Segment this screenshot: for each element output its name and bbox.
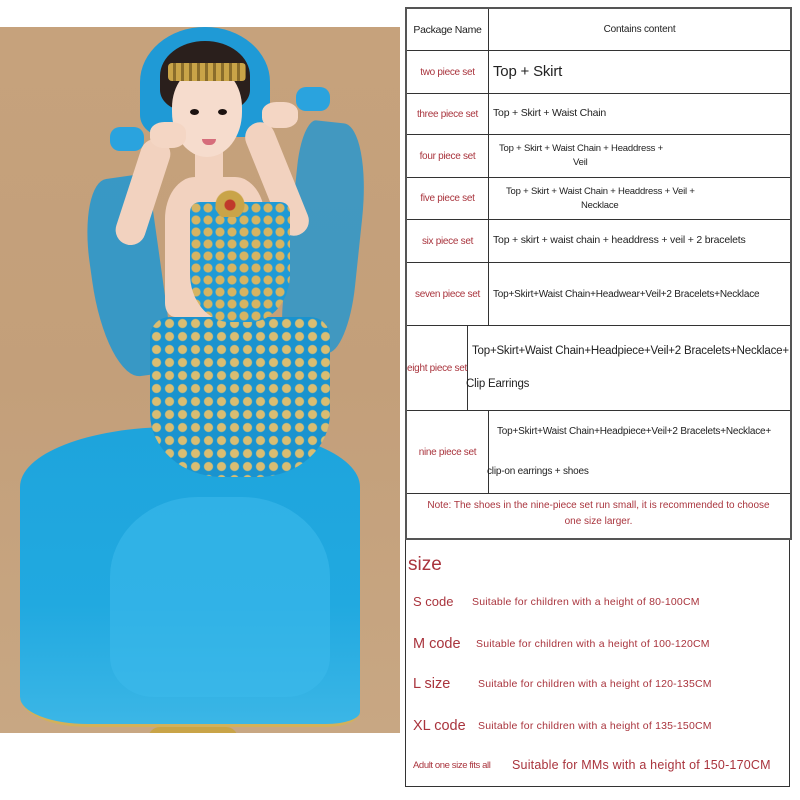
size-desc: Suitable for children with a height of 135-150CM xyxy=(478,720,712,732)
size-row-xl xyxy=(406,718,789,734)
package-content xyxy=(489,178,790,219)
package-content xyxy=(489,411,790,493)
table-row xyxy=(407,50,790,93)
necklace xyxy=(200,177,260,217)
size-row-m xyxy=(406,636,789,652)
size-label: M code xyxy=(413,636,461,652)
size-desc: Suitable for children with a height of 100-120CM xyxy=(476,638,710,650)
table-row xyxy=(407,177,790,219)
headdress xyxy=(168,63,246,81)
package-table xyxy=(405,7,792,540)
size-row-l xyxy=(406,676,789,692)
right-eye xyxy=(218,109,227,115)
size-label: Adult one size fits all xyxy=(413,759,491,771)
table-row xyxy=(407,93,790,134)
package-name: seven piece set xyxy=(407,263,489,325)
table-row xyxy=(407,325,790,410)
sequin-top xyxy=(190,202,290,322)
size-title: size xyxy=(408,554,442,575)
left-hand xyxy=(150,122,186,148)
table-row xyxy=(407,410,790,493)
size-desc: Suitable for children with a height of 80-100CM xyxy=(472,595,700,608)
waist-chain xyxy=(150,317,330,477)
content-line: Necklace xyxy=(581,199,619,211)
content-line: Top+Skirt+Waist Chain+Headwear+Veil+2 Bracelets+Necklace xyxy=(493,288,760,300)
header-package-name: Package Name xyxy=(407,9,489,50)
package-content xyxy=(468,326,793,410)
content-line: Top + Skirt xyxy=(493,62,563,80)
size-row-adult xyxy=(406,758,789,772)
left-bracelet xyxy=(110,127,144,151)
content-line: clip-on earrings + shoes xyxy=(487,466,589,477)
product-photo xyxy=(0,27,400,733)
content-line: Top + Skirt + Waist Chain xyxy=(493,107,607,120)
content-line: Top+Skirt+Waist Chain+Headpiece+Veil+2 Bracelets+Necklace+ xyxy=(497,426,772,437)
shoe-size-note: Note: The shoes in the nine-piece set run small, it is recommended to choose one size larger. xyxy=(427,500,770,527)
header-contents: Contains content xyxy=(603,24,676,35)
table-row xyxy=(407,219,790,262)
note-row xyxy=(407,493,790,538)
package-content xyxy=(489,94,790,134)
skirt-overlay xyxy=(110,497,330,697)
size-desc: Suitable for MMs with a height of 150-170CM xyxy=(512,758,771,772)
content-line: Top + skirt + waist chain + headdress + veil + 2 bracelets xyxy=(493,234,746,247)
left-eye xyxy=(190,109,199,115)
photo-bottom-margin xyxy=(0,733,400,800)
package-name: six piece set xyxy=(407,220,489,262)
content-line: Top + Skirt + Waist Chain + Headdress + xyxy=(499,143,663,155)
package-content xyxy=(489,51,790,93)
package-name: two piece set xyxy=(407,51,489,93)
content-line: Top + Skirt + Waist Chain + Headdress + Veil + xyxy=(506,185,695,197)
package-content xyxy=(489,263,790,325)
size-desc: Suitable for children with a height of 120-135CM xyxy=(478,678,712,690)
package-name: four piece set xyxy=(407,135,489,177)
content-line: Clip Earrings xyxy=(466,378,530,390)
size-label: XL code xyxy=(413,718,466,734)
package-name: eight piece set xyxy=(407,326,468,410)
right-hand xyxy=(262,102,298,128)
package-content xyxy=(489,135,790,177)
size-section xyxy=(405,540,790,787)
package-content xyxy=(489,220,790,262)
right-bracelet xyxy=(296,87,330,111)
table-row xyxy=(407,134,790,177)
package-name: three piece set xyxy=(407,94,489,134)
package-name: nine piece set xyxy=(407,411,489,493)
size-label: L size xyxy=(413,676,451,692)
table-row xyxy=(407,262,790,325)
size-row-s xyxy=(406,594,789,609)
table-header-row xyxy=(407,9,790,50)
size-label: S code xyxy=(413,594,454,609)
content-line: Top+Skirt+Waist Chain+Headpiece+Veil+2 Bracelets+Necklace+ xyxy=(472,344,789,357)
package-name: five piece set xyxy=(407,178,489,219)
content-line: Veil xyxy=(573,157,588,168)
